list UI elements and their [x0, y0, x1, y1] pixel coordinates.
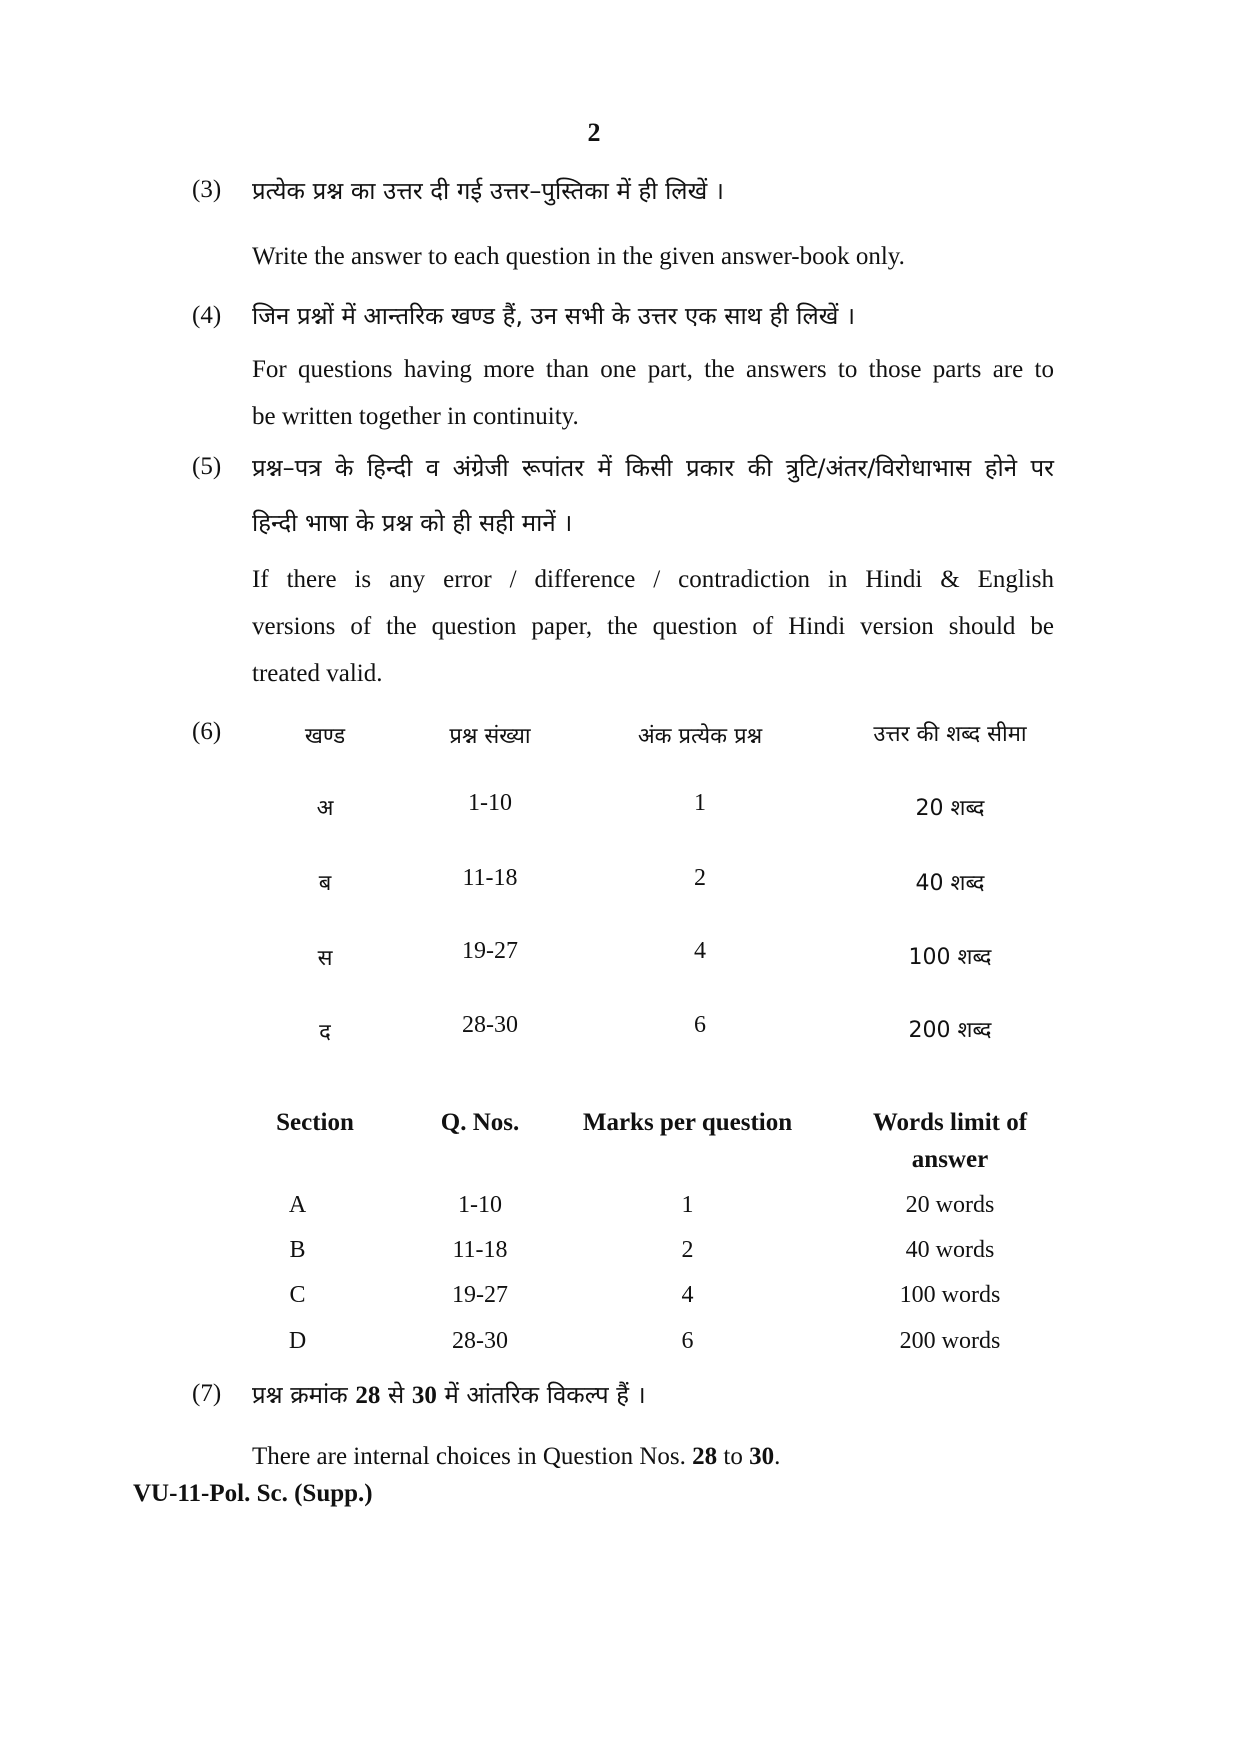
hindi-table-cell: 2: [694, 865, 706, 891]
english-table-cell: 200 words: [899, 1328, 1001, 1354]
english-table-cell: 1: [681, 1192, 694, 1218]
english-table-cell: 100 words: [899, 1282, 1001, 1308]
hindi-table-cell: 28-30: [462, 1012, 518, 1038]
instruction-4-hindi: जिन प्रश्नों में आन्तरिक खण्ड हैं, उन सभी के उत्तर एक साथ ही लिखें ।: [252, 302, 856, 330]
english-table-cell: 40 words: [905, 1237, 995, 1263]
english-table-header-words-line-1: Words limit of: [872, 1109, 1028, 1136]
instruction-4-english-line-2: be written together in continuity.: [252, 403, 579, 430]
hindi-table-header-marks: अंक प्रत्येक प्रश्न: [637, 724, 763, 749]
english-table-cell: 20 words: [905, 1192, 995, 1218]
instruction-5-hindi: [252, 451, 1054, 539]
hindi-table-cell: 200 शब्द: [908, 1018, 992, 1043]
instruction-4-english: [252, 346, 1054, 440]
hindi-table-header-section: खण्ड: [304, 724, 346, 749]
instruction-5-number: (5): [192, 453, 222, 480]
instruction-4-number: (4): [192, 302, 222, 329]
instruction-5-english: [252, 556, 1054, 697]
hindi-table-cell: अ: [316, 796, 334, 821]
instruction-3-hindi: प्रत्येक प्रश्न का उत्तर दी गई उत्तर–पुस्तिका में ही लिखें ।: [252, 177, 724, 205]
hindi-table-header-words: उत्तर की शब्द सीमा: [873, 722, 1027, 747]
english-table-cell: 6: [681, 1328, 694, 1354]
english-table-cell: 28-30: [452, 1328, 508, 1354]
hindi-table-cell: 4: [694, 938, 706, 964]
instruction-7-hindi-text: में आंतरिक विकल्प हैं ।: [436, 1381, 646, 1409]
english-table-cell: B: [289, 1237, 306, 1263]
instruction-7-hindi-text: से: [380, 1381, 412, 1409]
english-table-cell: 11-18: [452, 1237, 508, 1263]
english-table-header-words: [835, 1104, 1065, 1178]
hindi-table-cell: ब: [318, 871, 332, 896]
instruction-7-english-text: There are internal choices in Question Nos.: [252, 1443, 693, 1470]
instruction-7-hindi-text: प्रश्न क्रमांक: [252, 1381, 356, 1409]
instruction-5-english-line-1: If there is any error / difference / contradiction in Hindi & English: [252, 566, 1054, 593]
instruction-3-english: Write the answer to each question in the given answer-book only.: [252, 243, 905, 270]
instruction-7-hindi: [252, 1378, 646, 1411]
hindi-table-cell: 11-18: [462, 865, 518, 891]
english-table-cell: 2: [681, 1237, 694, 1263]
paper-code-footer: VU-11-Pol. Sc. (Supp.): [133, 1480, 373, 1507]
instruction-7-english-text: .: [774, 1443, 781, 1470]
hindi-table-cell: 6: [694, 1012, 706, 1038]
hindi-table-cell: 1-10: [468, 790, 512, 816]
hindi-table-cell: 19-27: [462, 938, 518, 964]
english-table-cell: 1-10: [458, 1192, 502, 1218]
instruction-5-english-line-3: treated valid.: [252, 660, 383, 687]
instruction-7-english: [252, 1433, 1054, 1480]
hindi-table-cell: 100 शब्द: [908, 945, 992, 970]
english-table-cell: 4: [681, 1282, 694, 1308]
instruction-5-hindi-line-2: हिन्दी भाषा के प्रश्न को ही सही मानें ।: [252, 509, 573, 537]
hindi-table-cell: 20 शब्द: [915, 796, 985, 821]
english-table-cell: A: [288, 1192, 307, 1218]
english-table-header-section: Section: [276, 1109, 354, 1136]
english-table-header-words-line-2: answer: [911, 1146, 989, 1173]
hindi-table-cell: स: [317, 946, 333, 971]
page-number: 2: [587, 118, 601, 147]
instruction-4-english-line-1: For questions having more than one part, the answers to those parts are to: [252, 356, 1054, 383]
hindi-table-cell: 1: [694, 790, 706, 816]
instruction-7-english-num-28: 28: [692, 1443, 718, 1470]
instruction-7-hindi-num-28: 28: [355, 1382, 381, 1409]
english-table-header-marks: Marks per question: [582, 1109, 793, 1136]
english-table-cell: 19-27: [452, 1282, 508, 1308]
instruction-7-english-text: to: [717, 1443, 750, 1470]
instruction-6-number: (6): [192, 718, 222, 745]
hindi-table-header-qnos: प्रश्न संख्या: [449, 724, 531, 749]
english-table-cell: D: [288, 1328, 307, 1354]
hindi-table-cell: 40 शब्द: [915, 871, 985, 896]
instruction-3-number: (3): [192, 176, 222, 203]
instruction-7-number: (7): [192, 1380, 222, 1407]
instruction-7-english-num-30: 30: [749, 1443, 775, 1470]
instruction-5-hindi-line-1: प्रश्न–पत्र के हिन्दी व अंग्रेजी रूपांतर में किसी प्रकार की त्रुटि/अंतर/विरोधाभास होने पर: [252, 454, 1054, 482]
instruction-7-hindi-num-30: 30: [411, 1382, 437, 1409]
english-table-cell: C: [289, 1282, 306, 1308]
hindi-table-cell: द: [319, 1020, 331, 1045]
instruction-5-english-line-2: versions of the question paper, the question of Hindi version should be: [252, 613, 1054, 640]
english-table-header-qnos: Q. Nos.: [440, 1109, 520, 1136]
